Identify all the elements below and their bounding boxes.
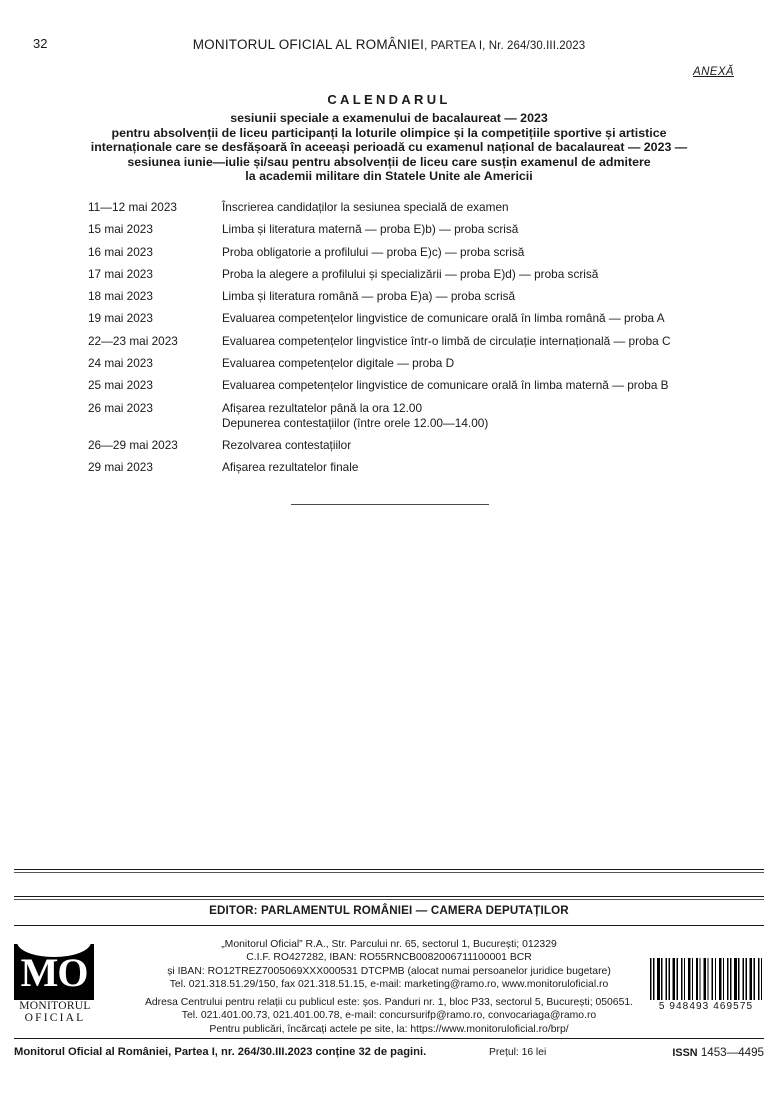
calendar-date: 18 mai 2023: [88, 289, 153, 304]
calendar-description: [222, 267, 598, 282]
annex-label: ANEXĂ: [693, 66, 734, 78]
subtitle-line-1: sesiunii speciale a examenului de bacalaureat — 2023: [230, 111, 548, 125]
calendar-description: [222, 334, 671, 349]
logo-text-line-2: OFICIAL: [24, 1012, 86, 1024]
page-header: [0, 36, 778, 54]
barcode-bars-icon: [650, 958, 762, 1000]
calendar-date: 24 mai 2023: [88, 356, 153, 371]
barcode: [650, 958, 762, 1012]
calendar-row: [88, 334, 708, 349]
issn-value: 1453—4495: [700, 1046, 764, 1059]
calendar-description-line: Înscrierea candidaților la sesiunea specială de examen: [222, 200, 509, 214]
imprint-line: și IBAN: RO12TREZ7005069XXX000531 DTCPMB (alocat numai persoanelor juridice bugetare): [167, 965, 611, 977]
calendar-date: 22—23 mai 2023: [88, 333, 178, 348]
logo-monogram: MO: [20, 950, 88, 995]
calendar-date: 16 mai 2023: [88, 244, 153, 259]
calendar-row: [88, 378, 708, 393]
imprint-line: Tel. 021.318.51.29/150, fax 021.318.51.15, e-mail: marketing@ramo.ro, www.monitoruloficial.ro: [169, 978, 609, 990]
imprint-line: Adresa Centrului pentru relații cu publicul este: șos. Panduri nr. 1, bloc P33, sectorul 5, București; 050651.: [144, 997, 634, 1009]
calendar-description: [222, 311, 665, 326]
calendar-description-line: Evaluarea competențelor lingvistice de comunicare orală în limba română — proba A: [222, 311, 665, 326]
calendar-row: [88, 222, 708, 237]
calendar-description: [222, 438, 351, 453]
calendar-description-line: Rezolvarea contestațiilor: [222, 437, 352, 452]
colophon-price: Prețul: 16 lei: [489, 1047, 547, 1058]
calendar-description: [222, 289, 515, 304]
calendar-description-line: Afișarea rezultatelor până la ora 12.00: [222, 400, 423, 415]
footer-rule-above-editor: [14, 896, 764, 897]
calendar-row: [88, 460, 708, 475]
editor-line: EDITOR: PARLAMENTUL ROMÂNIEI — CAMERA DEPUTAȚILOR: [209, 904, 569, 917]
colophon-pages: Monitorul Oficial al României, Partea I, nr. 264/30.III.2023 conține 32 de pagini.: [14, 1046, 427, 1058]
calendar-row: [88, 311, 708, 326]
issn-label: ISSN: [672, 1047, 698, 1059]
calendar-row: [88, 267, 708, 282]
running-head-title: [0, 36, 778, 54]
calendar-row: [88, 401, 708, 431]
calendar-description-line: Limba și literatura română — proba E)a) — proba scrisă: [222, 289, 516, 304]
calendar-row: [88, 245, 708, 260]
calendar-description-line: Depunerea contestațiilor (între orele 12.00—14.00): [222, 415, 489, 430]
calendar-description-line: Limba și literatura maternă — proba E)b) — proba scrisă: [222, 222, 519, 237]
calendar-date: 15 mai 2023: [88, 222, 153, 237]
calendar-date: 19 mai 2023: [88, 311, 153, 326]
calendar-description-line: Proba la alegere a profilului și specializării — proba E)d) — proba scrisă: [222, 266, 599, 281]
calendar-description: [222, 200, 509, 215]
calendar-description: [222, 245, 524, 260]
calendar-description: [222, 401, 488, 431]
calendar-description-line: Evaluarea competențelor lingvistice de comunicare orală în limba maternă — proba B: [222, 378, 669, 393]
calendar-row: [88, 289, 708, 304]
calendar-description: [222, 356, 454, 371]
calendar-description-line: Afișarea rezultatelor finale: [222, 460, 359, 475]
calendar-date: 17 mai 2023: [88, 266, 153, 281]
imprint-line: C.I.F. RO427282, IBAN: RO55RNCB0082006711100001 BCR: [246, 952, 532, 964]
page-title: CALENDARUL: [327, 92, 451, 107]
running-head-issue: , PARTEA I, Nr. 264/30.III.2023: [424, 40, 586, 52]
document-subtitle: [0, 111, 778, 184]
running-head-publication: MONITORUL OFICIAL AL ROMÂNIEI: [192, 37, 425, 52]
section-divider-rule: [291, 504, 489, 505]
calendar-date: 29 mai 2023: [88, 460, 153, 475]
calendar-row: [88, 200, 708, 215]
calendar-description-line: Evaluarea competențelor lingvistice într-o limbă de circulație internațională — proba C: [222, 333, 671, 348]
calendar-row: [88, 438, 708, 453]
logo-text-line-1: MONITORUL: [19, 1000, 91, 1012]
document-title-block: [0, 92, 778, 184]
calendar-description-line: Proba obligatorie a profilului — proba E)c) — proba scrisă: [222, 244, 525, 259]
calendar-description-line: Evaluarea competențelor digitale — proba D: [222, 356, 455, 371]
subtitle-line-2: pentru absolvenții de liceu participanți la loturile olimpice și la competițiile sportive și artistice: [111, 125, 667, 140]
calendar-description: [222, 378, 669, 393]
footer-rule-top: [14, 869, 764, 870]
footer-rule-below-editor: [14, 925, 764, 926]
subtitle-line-3: internaționale care se desfășoară în aceeași perioadă cu examenul național de bacalaureat — 2023 —: [90, 140, 688, 155]
imprint-line: Tel. 021.401.00.73, 021.401.00.78, e-mail: concursurifp@ramo.ro, convocariaga@ramo.ro: [181, 1010, 597, 1022]
barcode-number: 5 948493 469575: [658, 1001, 754, 1012]
subtitle-line-4: sesiunea iunie—iulie și/sau pentru absolvenții de liceu care susțin examenul de admitere: [127, 154, 651, 169]
colophon-issn: [672, 1046, 764, 1059]
imprint-line: Pentru publicări, încărcați actele pe site, la: https://www.monitoruloficial.ro/brp/: [209, 1023, 569, 1035]
bottom-rule: [14, 1038, 764, 1039]
page-number: 32: [33, 36, 48, 51]
imprint-line: „Monitorul Oficial” R.A., Str. Parcului nr. 65, sectorul 1, București; 012329: [221, 939, 557, 950]
calendar-date: 11—12 mai 2023: [88, 200, 177, 214]
calendar-date: 25 mai 2023: [88, 378, 153, 393]
calendar-date: 26 mai 2023: [88, 400, 153, 415]
calendar-list: [88, 200, 708, 483]
calendar-row: [88, 356, 708, 371]
calendar-date: 26—29 mai 2023: [88, 437, 178, 452]
calendar-description: [222, 222, 518, 237]
subtitle-line-5: la academii militare din Statele Unite ale Americii: [245, 169, 533, 184]
colophon-bar: [14, 1046, 764, 1062]
calendar-description: [222, 460, 358, 475]
